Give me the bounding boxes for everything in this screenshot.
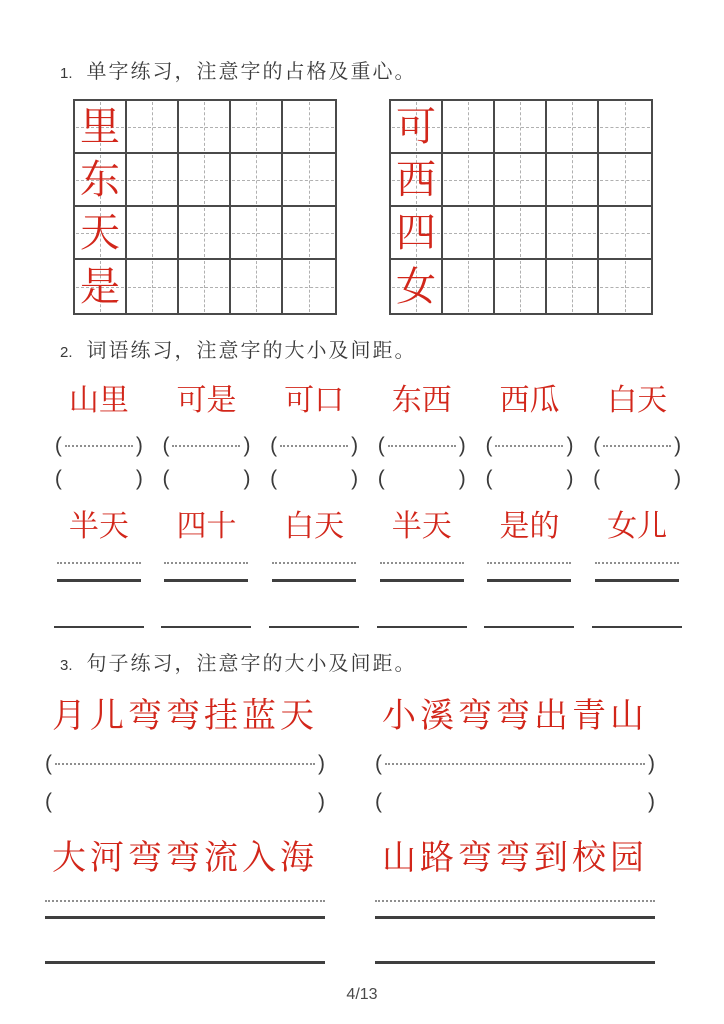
- answer-column: [260, 625, 368, 628]
- character-practice-grids: [73, 99, 724, 315]
- grid-cell: [127, 101, 179, 154]
- paren-dashed-fill-line: [65, 445, 133, 447]
- paren-dashed-fill-line: [280, 445, 348, 447]
- grid-cell: [283, 154, 335, 207]
- grid-cell: [599, 207, 651, 260]
- answer-column: [583, 579, 691, 582]
- answer-parentheses-empty: [375, 791, 655, 812]
- close-paren-glyph: ): [243, 433, 251, 457]
- close-paren-glyph: ): [566, 466, 574, 490]
- close-paren-glyph: ): [135, 466, 143, 490]
- practice-line-solid: [54, 626, 144, 628]
- practice-character: 女: [396, 263, 436, 309]
- grid-cell: [283, 207, 335, 260]
- sentence-parens-dashed-row: [45, 750, 655, 776]
- grid-cell: [391, 260, 443, 313]
- answer-parentheses-empty: [45, 791, 325, 812]
- grid-cell: [599, 154, 651, 207]
- close-paren-glyph: ): [458, 433, 466, 457]
- grid-cell: [231, 154, 283, 207]
- answer-parentheses-dashed: [593, 435, 681, 456]
- practice-line-solid: [484, 626, 574, 628]
- practice-line-dashed: [487, 562, 571, 564]
- practice-character: 天: [80, 209, 120, 255]
- open-paren-glyph: (: [270, 466, 278, 490]
- answer-column: [375, 692, 655, 742]
- grid-cell: [547, 101, 599, 154]
- grid-cell: [75, 260, 127, 313]
- sentence-solid-line-row-1: [45, 916, 655, 919]
- section-2-heading: [0, 339, 724, 365]
- answer-column: [375, 899, 655, 902]
- sentence-row-1: [45, 692, 655, 742]
- grid-cell: [599, 260, 651, 313]
- answer-column: [368, 432, 476, 458]
- practice-line-solid: [595, 579, 679, 582]
- practice-line-solid: [272, 579, 356, 582]
- answer-column: [260, 378, 368, 424]
- answer-column: [368, 504, 476, 550]
- grid-cell: [443, 260, 495, 313]
- practice-word: 是的: [499, 510, 560, 543]
- word-solid-line-row-2: [45, 625, 691, 628]
- answer-column: [375, 834, 655, 884]
- sentence-row-2: [45, 834, 655, 884]
- open-paren-glyph: (: [54, 433, 62, 457]
- grid-cell: [75, 101, 127, 154]
- answer-column: [476, 625, 584, 628]
- answer-parentheses-dashed: [378, 435, 466, 456]
- answer-column: [45, 916, 325, 919]
- practice-word: 半天: [68, 510, 129, 543]
- section-1-title: 单字练习，注意字的占格及重心。: [86, 61, 417, 83]
- practice-word: 可口: [284, 384, 345, 417]
- answer-parentheses-empty: [270, 468, 358, 489]
- answer-column: [476, 504, 584, 550]
- grid-cell: [443, 101, 495, 154]
- answer-parentheses-dashed: [270, 435, 358, 456]
- close-paren-glyph: ): [318, 751, 325, 775]
- grid-cell: [231, 101, 283, 154]
- section-2-number: 2.: [60, 344, 73, 361]
- answer-column: [368, 561, 476, 564]
- grid-cell: [391, 154, 443, 207]
- answer-column: [153, 432, 261, 458]
- section-1-number: 1.: [60, 65, 73, 82]
- paren-dashed-fill-line: [495, 445, 563, 447]
- practice-sentence: 大河弯弯流入海: [52, 840, 318, 877]
- close-paren-glyph: ): [648, 751, 655, 775]
- answer-column: [476, 579, 584, 582]
- grid-cell: [547, 260, 599, 313]
- sentence-parens-empty-row: [45, 788, 655, 814]
- practice-line-dashed: [45, 900, 325, 902]
- answer-column: [583, 378, 691, 424]
- answer-column: [45, 961, 325, 964]
- practice-word: 白天: [284, 510, 345, 543]
- paren-dashed-fill-line: [603, 445, 671, 447]
- grid-cell: [179, 207, 231, 260]
- practice-line-solid: [269, 626, 359, 628]
- grid-cell: [495, 260, 547, 313]
- answer-column: [45, 432, 153, 458]
- answer-parentheses-empty: [55, 468, 143, 489]
- answer-column: [45, 692, 325, 742]
- page-number: 4/13: [346, 986, 378, 1003]
- open-paren-glyph: (: [377, 433, 385, 457]
- answer-column: [476, 561, 584, 564]
- open-paren-glyph: (: [375, 751, 382, 775]
- practice-word: 山里: [68, 384, 129, 417]
- practice-line-dashed: [164, 562, 248, 564]
- grid-cell: [127, 260, 179, 313]
- grid-cell: [391, 207, 443, 260]
- answer-column: [476, 378, 584, 424]
- section-3-title: 句子练习，注意字的大小及间距。: [86, 653, 417, 675]
- practice-sentence: 山路弯弯到校园: [382, 840, 648, 877]
- close-paren-glyph: ): [674, 466, 682, 490]
- answer-column: [476, 465, 584, 491]
- answer-column: [45, 750, 325, 776]
- answer-column: [375, 916, 655, 919]
- practice-line-solid: [375, 961, 655, 964]
- close-paren-glyph: ): [135, 433, 143, 457]
- answer-parentheses-dashed: [375, 753, 655, 774]
- close-paren-glyph: ): [566, 433, 574, 457]
- practice-line-solid: [592, 626, 682, 628]
- grid-cell: [599, 101, 651, 154]
- practice-line-solid: [487, 579, 571, 582]
- close-paren-glyph: ): [648, 789, 655, 813]
- answer-parentheses-dashed: [485, 435, 573, 456]
- grid-cell: [547, 154, 599, 207]
- close-paren-glyph: ): [351, 433, 359, 457]
- answer-column: [368, 465, 476, 491]
- practice-line-solid: [57, 579, 141, 582]
- answer-column: [153, 504, 261, 550]
- answer-column: [476, 432, 584, 458]
- grid-cell: [391, 101, 443, 154]
- paren-dashed-fill-line: [55, 763, 315, 765]
- answer-column: [260, 579, 368, 582]
- answer-column: [583, 465, 691, 491]
- answer-column: [153, 625, 261, 628]
- practice-word: 四十: [176, 510, 237, 543]
- open-paren-glyph: (: [593, 433, 601, 457]
- section-1-heading: [0, 60, 724, 86]
- practice-character: 四: [396, 209, 436, 255]
- open-paren-glyph: (: [377, 466, 385, 490]
- sentence-solid-line-row-2: [45, 961, 655, 964]
- answer-column: [375, 788, 655, 814]
- grid-cell: [75, 207, 127, 260]
- answer-column: [375, 750, 655, 776]
- close-paren-glyph: ): [243, 466, 251, 490]
- grid-cell: [495, 101, 547, 154]
- paren-dashed-fill-line: [388, 445, 456, 447]
- answer-parentheses-empty: [593, 468, 681, 489]
- answer-column: [260, 432, 368, 458]
- practice-word: 白天: [607, 384, 668, 417]
- answer-column: [368, 579, 476, 582]
- practice-line-solid: [161, 626, 251, 628]
- word-solid-line-row-1: [45, 579, 691, 582]
- open-paren-glyph: (: [485, 466, 493, 490]
- word-pinyin-parens-dashed-row: [45, 432, 691, 458]
- practice-line-dashed: [595, 562, 679, 564]
- practice-character: 东: [80, 156, 120, 202]
- answer-column: [45, 465, 153, 491]
- practice-line-solid: [45, 961, 325, 964]
- grid-cell: [547, 207, 599, 260]
- answer-column: [368, 625, 476, 628]
- answer-parentheses-empty: [485, 468, 573, 489]
- grid-cell: [179, 154, 231, 207]
- open-paren-glyph: (: [45, 789, 52, 813]
- open-paren-glyph: (: [270, 433, 278, 457]
- practice-line-dashed: [57, 562, 141, 564]
- answer-column: [260, 465, 368, 491]
- answer-column: [45, 899, 325, 902]
- grid-cell: [127, 154, 179, 207]
- practice-line-dashed: [380, 562, 464, 564]
- close-paren-glyph: ): [674, 433, 682, 457]
- section-3-heading: [0, 652, 724, 678]
- practice-line-dashed: [272, 562, 356, 564]
- close-paren-glyph: ): [351, 466, 359, 490]
- paren-dashed-fill-line: [172, 445, 240, 447]
- answer-column: [45, 561, 153, 564]
- word-dashed-line-row: [45, 561, 691, 564]
- answer-column: [153, 465, 261, 491]
- close-paren-glyph: ): [318, 789, 325, 813]
- practice-character: 西: [396, 156, 436, 202]
- practice-sentence: 小溪弯弯出青山: [382, 698, 648, 735]
- answer-column: [260, 504, 368, 550]
- grid-cell: [443, 154, 495, 207]
- answer-parentheses-dashed: [45, 753, 325, 774]
- character-grid-left: [73, 99, 337, 315]
- practice-character: 可: [396, 103, 436, 149]
- open-paren-glyph: (: [54, 466, 62, 490]
- character-grid-right: [389, 99, 653, 315]
- grid-cell: [283, 260, 335, 313]
- answer-column: [153, 561, 261, 564]
- practice-word: 可是: [176, 384, 237, 417]
- answer-column: [45, 378, 153, 424]
- answer-column: [45, 504, 153, 550]
- grid-cell: [179, 260, 231, 313]
- answer-parentheses-dashed: [55, 435, 143, 456]
- practice-line-solid: [375, 916, 655, 919]
- answer-column: [45, 579, 153, 582]
- answer-column: [368, 378, 476, 424]
- practice-line-solid: [377, 626, 467, 628]
- answer-column: [45, 625, 153, 628]
- answer-column: [583, 561, 691, 564]
- practice-word: 半天: [391, 510, 452, 543]
- grid-cell: [495, 207, 547, 260]
- answer-column: [260, 561, 368, 564]
- answer-column: [583, 625, 691, 628]
- open-paren-glyph: (: [593, 466, 601, 490]
- close-paren-glyph: ): [458, 466, 466, 490]
- grid-cell: [231, 207, 283, 260]
- practice-line-solid: [164, 579, 248, 582]
- practice-character: 是: [80, 263, 120, 309]
- word-row-1: [45, 378, 691, 424]
- open-paren-glyph: (: [45, 751, 52, 775]
- open-paren-glyph: (: [162, 466, 170, 490]
- answer-column: [45, 834, 325, 884]
- section-3-number: 3.: [60, 657, 73, 674]
- grid-cell: [283, 101, 335, 154]
- word-row-2: [45, 504, 691, 550]
- answer-column: [153, 378, 261, 424]
- answer-parentheses-empty: [162, 468, 250, 489]
- practice-line-solid: [45, 916, 325, 919]
- practice-word: 女儿: [607, 510, 668, 543]
- answer-column: [375, 961, 655, 964]
- word-pinyin-parens-empty-row: [45, 465, 691, 491]
- open-paren-glyph: (: [375, 789, 382, 813]
- open-paren-glyph: (: [162, 433, 170, 457]
- practice-line-dashed: [375, 900, 655, 902]
- section-2-title: 词语练习，注意字的大小及间距。: [86, 340, 417, 362]
- sentence-dashed-line-row: [45, 899, 655, 902]
- answer-column: [153, 579, 261, 582]
- open-paren-glyph: (: [485, 433, 493, 457]
- practice-character: 里: [80, 103, 120, 149]
- practice-sentence: 月儿弯弯挂蓝天: [52, 698, 318, 735]
- grid-cell: [231, 260, 283, 313]
- answer-parentheses-dashed: [162, 435, 250, 456]
- grid-cell: [127, 207, 179, 260]
- practice-line-solid: [380, 579, 464, 582]
- practice-word: 东西: [391, 384, 452, 417]
- practice-word: 西瓜: [499, 384, 560, 417]
- paren-dashed-fill-line: [385, 763, 645, 765]
- answer-parentheses-empty: [378, 468, 466, 489]
- answer-column: [583, 432, 691, 458]
- grid-cell: [443, 207, 495, 260]
- grid-cell: [495, 154, 547, 207]
- grid-cell: [75, 154, 127, 207]
- answer-column: [583, 504, 691, 550]
- answer-column: [45, 788, 325, 814]
- grid-cell: [179, 101, 231, 154]
